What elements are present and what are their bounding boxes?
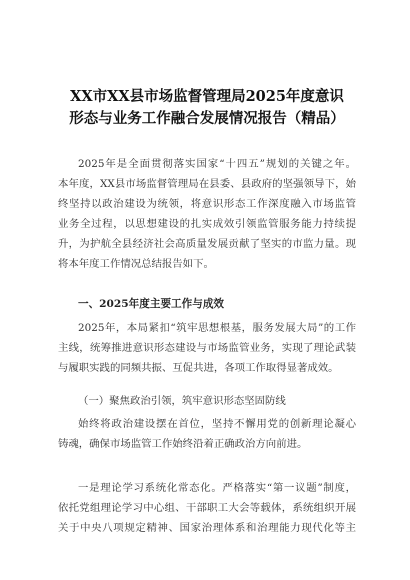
intro-line: 本年度，XX县市场监督管理局在县委、县政府的坚强领导下，始	[58, 178, 356, 190]
subsection-1-line: 始终将政治建设摆在首位，坚持不懈用党的创新理论凝心	[78, 418, 356, 430]
subsection-1-paragraph	[58, 414, 356, 454]
section-1-line: 主线，统筹推进意识形态建设与市场监管业务，实现了理论武装	[58, 342, 356, 354]
intro-line: 业务全过程，以思想建设的扎实成效引领监管服务能力持续提	[58, 218, 356, 230]
subsection-1-line: 铸魂，确保市场监管工作始终沿着正确政治方向前进。	[58, 438, 308, 450]
section-1-heading: 一、2025年度主要工作与成效	[78, 298, 225, 310]
point-1-line: 一是理论学习系统化常态化。严格落实“第一议题”制度，	[78, 482, 356, 494]
point-1-line: 关于中央八项规定精神、国家治理体系和治理能力现代化等主	[58, 522, 356, 534]
intro-line: 升，为护航全县经济社会高质量发展贡献了坚实的市监力量。现	[58, 238, 356, 250]
document-title-line-1: XX市XX县市场监督管理局2025年度意识	[70, 88, 344, 105]
intro-paragraph	[58, 154, 356, 274]
intro-line: 2025年是全面贯彻落实国家“十四五”规划的关键之年。	[78, 158, 356, 170]
intro-line: 终坚持以政治建设为统领，将意识形态工作深度融入市场监管	[58, 198, 356, 210]
subsection-1-heading: （一）聚焦政治引领，筑牢意识形态坚固防线	[78, 395, 286, 407]
intro-line: 将本年度工作情况总结报告如下。	[58, 258, 214, 270]
point-1-paragraph	[58, 478, 356, 538]
document-title-line-2: 形态与业务工作融合发展情况报告（精品）	[69, 110, 345, 127]
point-1-line: 依托党组理论学习中心组、干部职工大会等载体，系统组织开展	[58, 502, 356, 514]
section-1-paragraph	[58, 318, 356, 378]
section-1-line: 2025年，本局紧扣“筑牢思想根基，服务发展大局”的工作	[78, 322, 356, 334]
section-1-line: 与履职实践的同频共振、互促共进，各项工作取得显著成效。	[58, 362, 339, 374]
